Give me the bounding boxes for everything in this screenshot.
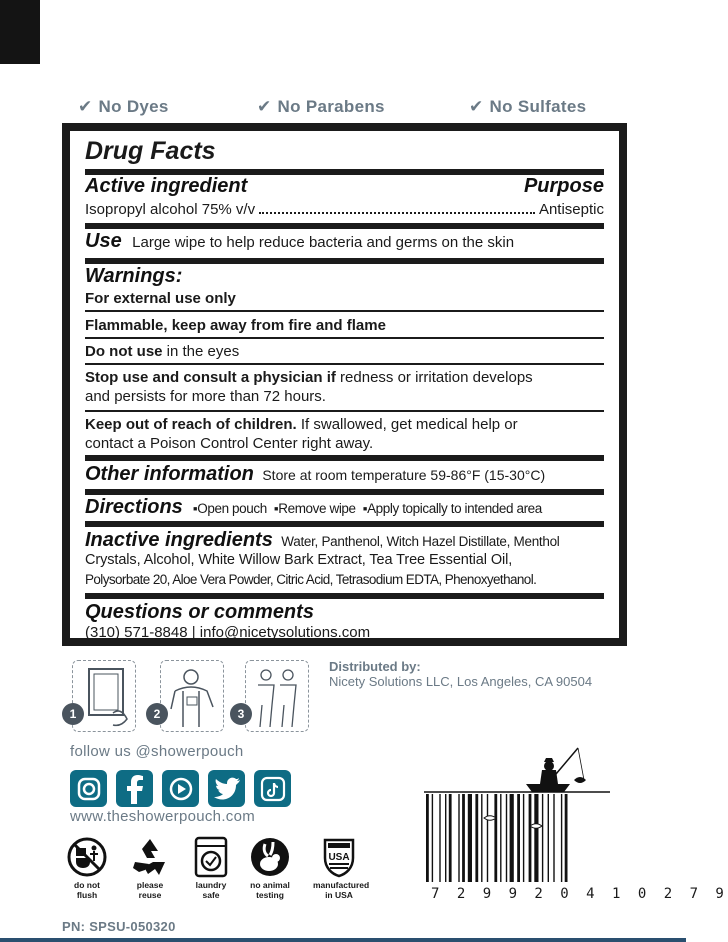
divider (85, 310, 604, 312)
divider (85, 521, 604, 527)
warning-do-not-use: Do not use in the eyes (85, 343, 240, 360)
check-icon: ✔ (469, 97, 484, 116)
usa-shield-icon (318, 836, 360, 878)
warning-stop-use: Stop use and consult a physician if redness or irritation develops (85, 369, 533, 386)
badge-do-not-flush: do not flush (61, 836, 113, 900)
badge-please-reuse: please reuse (124, 836, 176, 900)
divider (85, 489, 604, 495)
divider (85, 258, 604, 264)
claim-no-dyes: ✔ No Dyes (78, 97, 169, 116)
check-icon: ✔ (78, 97, 93, 116)
active-ingredient-line (85, 201, 604, 218)
claim-no-sulfates: ✔ No Sulfates (469, 97, 587, 116)
direction-step: ▪Remove wipe (273, 501, 356, 516)
barcode-number: 7 2 9 9 2 0 4 1 0 2 7 9 (431, 886, 728, 902)
badge-label: no animal (250, 880, 290, 890)
divider (85, 363, 604, 365)
badge-laundry-safe: laundry safe (185, 836, 237, 900)
step-number-2: 2 (146, 703, 168, 725)
inactive-ingredients-line: Polysorbate 20, Aloe Vera Powder, Citric Acid, Tetrasodium EDTA, Phenoxyethanol. (85, 572, 537, 587)
inactive-ingredients-heading: Inactive ingredients (85, 529, 273, 551)
other-information-heading: Other information (85, 463, 254, 485)
dot-leader (259, 212, 535, 214)
corner-block (0, 0, 40, 64)
social-icons (70, 770, 291, 807)
no-flush-icon (66, 836, 108, 878)
other-information-text: Store at room temperature 59-86°F (15-30°C) (262, 467, 546, 483)
active-ingredient-header (85, 175, 604, 198)
website-link[interactable]: www.theshowerpouch.com (70, 808, 256, 825)
questions-heading: Questions or comments (85, 601, 314, 623)
active-ingredient-heading: Active ingredient (85, 175, 248, 197)
divider (85, 410, 604, 412)
step-remove-wipe (160, 660, 224, 732)
recycle-icon (129, 836, 171, 878)
barcode-bars (426, 794, 568, 882)
pouch-hand-icon (73, 661, 137, 733)
drug-facts-panel (62, 123, 627, 646)
warning-stop-use-cont: and persists for more than 72 hours. (85, 388, 326, 405)
use-section (85, 230, 604, 253)
warnings-heading: Warnings: (85, 265, 183, 287)
warning-flammable: Flammable, keep away from fire and flame (85, 317, 386, 334)
step-number-1: 1 (62, 703, 84, 725)
bottom-bar (0, 938, 686, 942)
divider (85, 223, 604, 229)
inactive-ingredients-line: Crystals, Alcohol, White Willow Bark Extract, Tea Tree Essential Oil, (85, 552, 513, 568)
other-information-section (85, 463, 604, 486)
step-apply (245, 660, 309, 732)
barcode-graphic (418, 740, 728, 905)
two-people-icon (246, 661, 310, 733)
barcode (418, 740, 728, 905)
direction-step: ▪Open pouch (192, 501, 267, 516)
instagram-icon[interactable] (70, 770, 107, 807)
part-number: PN: SPSU-050320 (62, 919, 176, 934)
follow-text: follow us @showerpouch (70, 743, 244, 760)
divider (85, 337, 604, 339)
badge-label: do not (74, 880, 100, 890)
badge-label: please (136, 880, 164, 890)
distributor-label: Distributed by: (329, 659, 421, 674)
purpose-heading: Purpose (523, 175, 604, 197)
badge-label: laundry (195, 880, 227, 890)
direction-step: ▪Apply topically to intended area (362, 501, 542, 516)
badge-made-in-usa: USA manufactured in USA (313, 836, 365, 900)
step-open-pouch (72, 660, 136, 732)
warning-external: For external use only (85, 290, 236, 307)
rabbit-icon (249, 836, 291, 878)
usa-text: USA (328, 852, 350, 863)
distributor (329, 659, 592, 689)
body-wipe-icon (161, 661, 225, 733)
directions-section (85, 496, 604, 519)
fisherman-icon (526, 748, 586, 792)
twitter-icon[interactable] (208, 770, 245, 807)
distributor-text: Nicety Solutions LLC, Los Angeles, CA 90504 (329, 674, 593, 689)
drug-facts-title: Drug Facts (85, 137, 216, 165)
youtube-icon[interactable] (162, 770, 199, 807)
warning-keep-out-cont: contact a Poison Control Center right away. (85, 435, 374, 452)
step-number-3: 3 (230, 703, 252, 725)
claims-row (0, 97, 686, 119)
badge-label: manufactured (313, 880, 370, 890)
facebook-icon[interactable] (116, 770, 153, 807)
use-text: Large wipe to help reduce bacteria and germs on the skin (132, 234, 515, 251)
use-heading: Use (85, 230, 122, 252)
tiktok-icon[interactable] (254, 770, 291, 807)
active-ingredient-value: Isopropyl alcohol 75% v/v (85, 201, 256, 218)
check-icon: ✔ (257, 97, 272, 116)
warning-keep-out: Keep out of reach of children. If swallowed, get medical help or (85, 416, 518, 433)
directions-heading: Directions (85, 496, 183, 518)
inactive-ingredients-section: Inactive ingredients Water, Panthenol, Witch Hazel Distillate, Menthol (85, 529, 560, 551)
washing-machine-icon (190, 836, 232, 878)
questions-contact: (310) 571-8848 | info@nicetysolutions.com (85, 624, 371, 641)
claim-no-parabens: ✔ No Parabens (257, 97, 385, 116)
divider (85, 593, 604, 599)
purpose-value: Antiseptic (538, 201, 604, 218)
badge-no-animal-testing: no animal testing (244, 836, 296, 900)
divider (85, 455, 604, 461)
